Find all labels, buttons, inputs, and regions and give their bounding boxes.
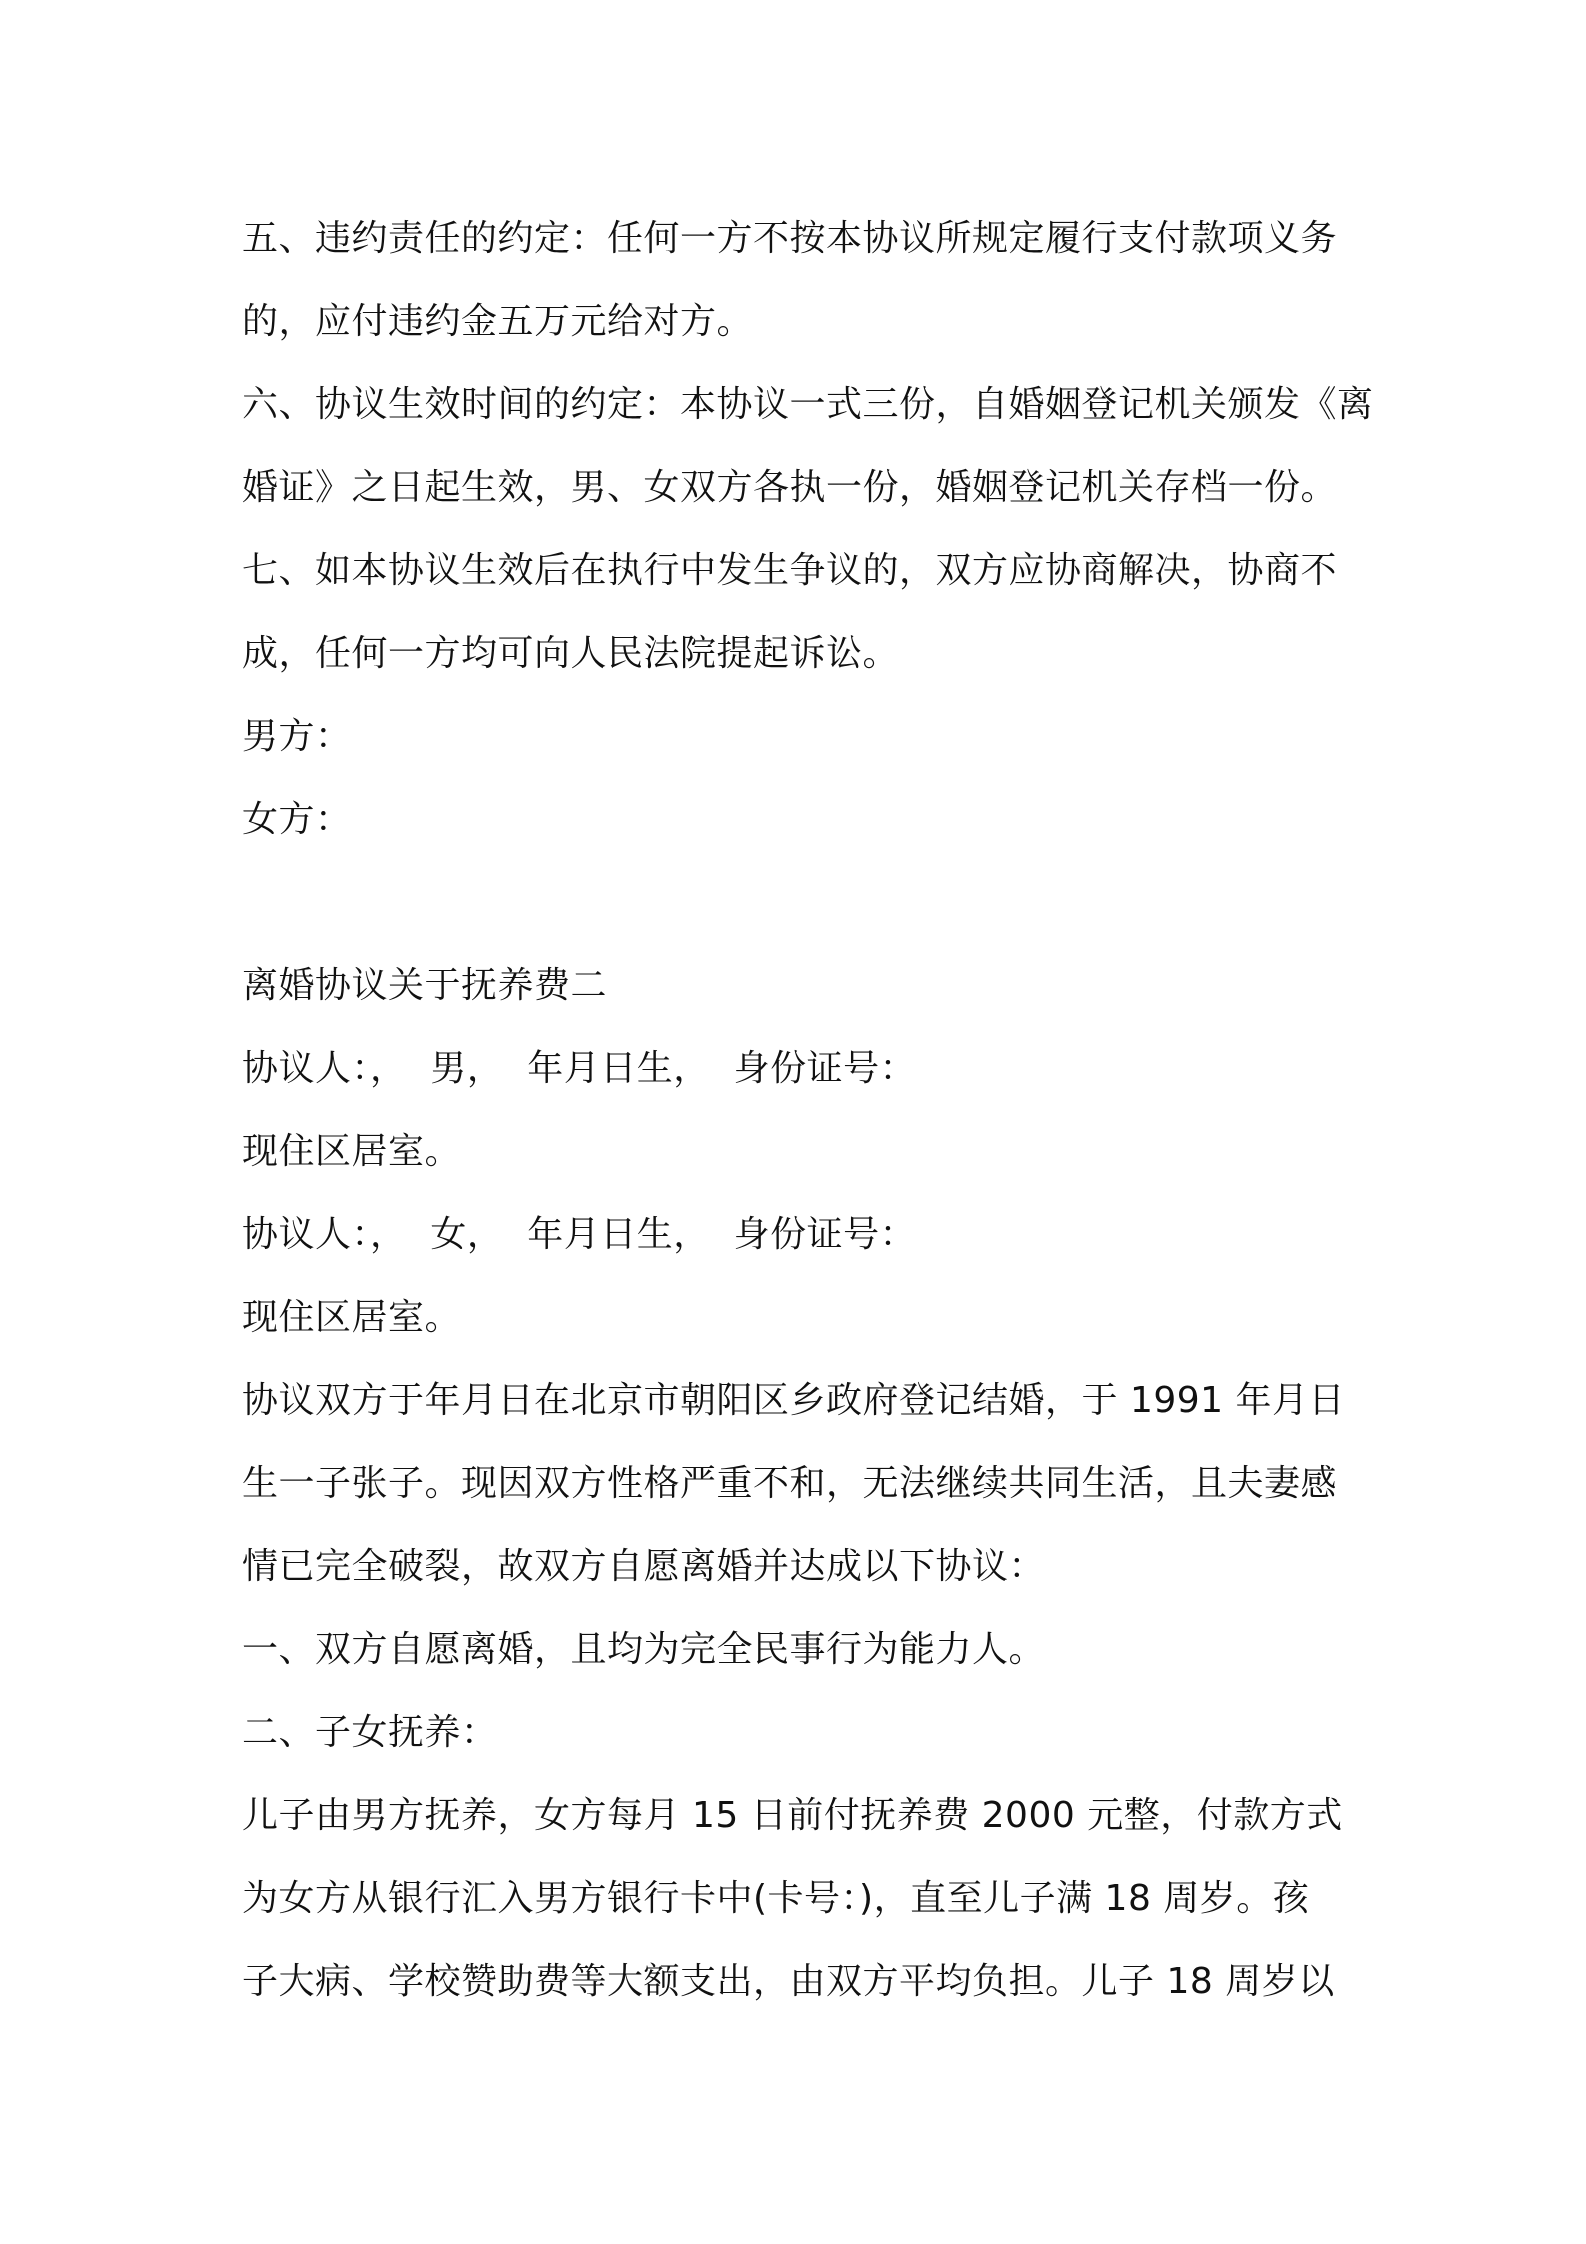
custody-line-3: 子大病、学校赞助费等大额支出，由双方平均负担。儿子 18 周岁以	[242, 1961, 1335, 2002]
clause-5-line-2: 的，应付违约金五万元给对方。	[242, 301, 754, 342]
signature-male: 男方：	[242, 716, 352, 757]
party-male: 协议人：， 男， 年月日生， 身份证号：	[242, 1048, 917, 1089]
section-gap	[242, 861, 1362, 944]
section-title: 离婚协议关于抚养费二	[242, 965, 608, 1006]
document-page	[242, 197, 1374, 2023]
clause-7-line-2: 成，任何一方均可向人民法院提起诉讼。	[242, 633, 900, 674]
clause-2-heading: 二、子女抚养：	[242, 1712, 498, 1753]
custody-line-2: 为女方从银行汇入男方银行卡中(卡号：)，直至儿子满 18 周岁。孩	[242, 1878, 1310, 1919]
party-male-address: 现住区居室。	[242, 1131, 462, 1172]
clause-5-line-1: 五、违约责任的约定：任何一方不按本协议所规定履行支付款项义务	[242, 218, 1338, 259]
preamble-line-2: 生一子张子。现因双方性格严重不和，无法继续共同生活，且夫妻感	[242, 1463, 1338, 1504]
clause-6-line-2: 婚证》之日起生效，男、女双方各执一份，婚姻登记机关存档一份。	[242, 467, 1338, 508]
signature-female: 女方：	[242, 799, 352, 840]
clause-1: 一、双方自愿离婚，且均为完全民事行为能力人。	[242, 1629, 1046, 1670]
party-female-address: 现住区居室。	[242, 1297, 462, 1338]
preamble-line-1: 协议双方于年月日在北京市朝阳区乡政府登记结婚，于 1991 年月日	[242, 1380, 1346, 1421]
custody-line-1: 儿子由男方抚养，女方每月 15 日前付抚养费 2000 元整，付款方式	[242, 1795, 1343, 1836]
clause-7-line-1: 七、如本协议生效后在执行中发生争议的，双方应协商解决，协商不	[242, 550, 1338, 591]
clause-6-line-1: 六、协议生效时间的约定：本协议一式三份，自婚姻登记机关颁发《离	[242, 384, 1374, 425]
party-female: 协议人：， 女， 年月日生， 身份证号：	[242, 1214, 917, 1255]
preamble-line-3: 情已完全破裂，故双方自愿离婚并达成以下协议：	[242, 1546, 1046, 1587]
